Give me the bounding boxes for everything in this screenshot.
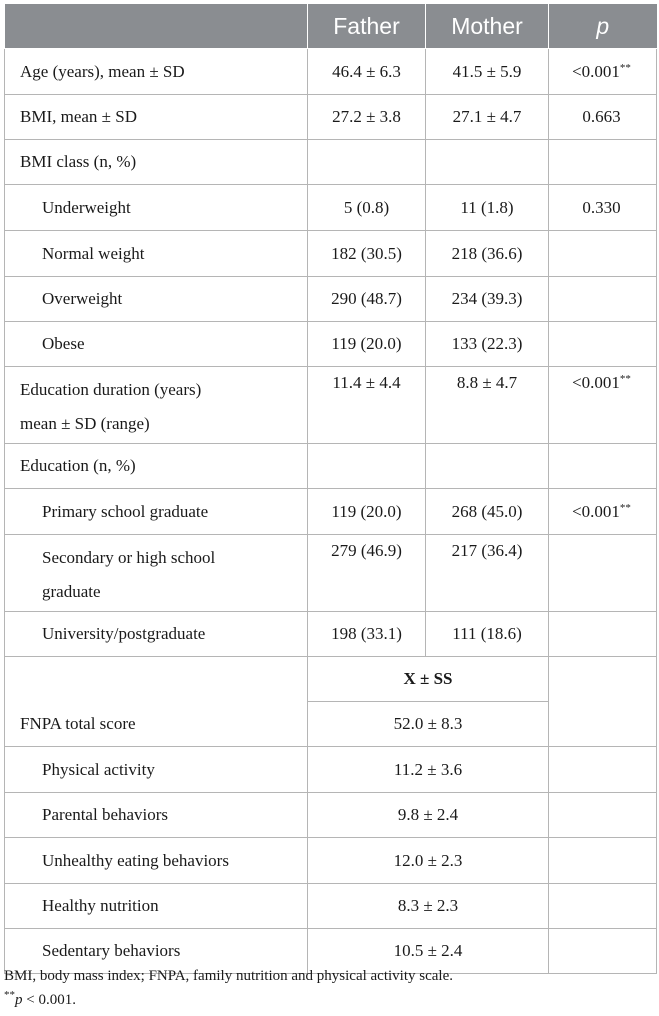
table-row <box>5 367 657 444</box>
fnpa-value: 8.3 ± 2.3 <box>308 884 549 929</box>
table-row <box>5 884 657 929</box>
p-value-cell <box>549 95 657 140</box>
fnpa-blank-cell <box>549 702 657 747</box>
footnote-abbreviations: BMI, body mass index; FNPA, family nutrition and physical activity scale. <box>4 968 453 984</box>
p-value-cell <box>549 185 657 231</box>
mother-value: 11 (1.8) <box>426 185 549 231</box>
footnote-significance <box>4 989 654 1009</box>
row-label: Age (years), mean ± SD <box>5 49 308 95</box>
table-row <box>5 444 657 489</box>
p-value: 0.330 <box>582 197 621 217</box>
mother-value: 234 (39.3) <box>426 277 549 322</box>
p-value-cell <box>549 140 657 185</box>
p-value-cell <box>549 444 657 489</box>
row-label: Education duration (years) mean ± SD (range) <box>5 367 308 444</box>
fnpa-blank-cell <box>549 747 657 793</box>
p-value-cell <box>549 367 657 444</box>
fnpa-value: 10.5 ± 2.4 <box>308 929 549 974</box>
table-row <box>5 838 657 884</box>
fnpa-value: 11.2 ± 3.6 <box>308 747 549 793</box>
table-row <box>5 702 657 747</box>
mother-value: 217 (36.4) <box>426 535 549 612</box>
mother-value: 8.8 ± 4.7 <box>426 367 549 444</box>
table-row <box>5 49 657 95</box>
table-row <box>5 489 657 535</box>
mother-value: 27.1 ± 4.7 <box>426 95 549 140</box>
row-label: Education (n, %) <box>5 444 308 489</box>
table-row <box>5 140 657 185</box>
table-row <box>5 277 657 322</box>
table-header-row <box>5 4 657 49</box>
footnote-threshold: < 0.001. <box>22 992 76 1008</box>
row-label: Normal weight <box>5 231 308 277</box>
row-label: Underweight <box>5 185 308 231</box>
fnpa-blank-cell <box>549 657 657 702</box>
row-label: Sedentary behaviors <box>5 929 308 974</box>
table-row <box>5 535 657 612</box>
fnpa-value: 12.0 ± 2.3 <box>308 838 549 884</box>
father-value: 46.4 ± 6.3 <box>308 49 426 95</box>
father-value: 182 (30.5) <box>308 231 426 277</box>
p-value: <0.001 <box>572 61 620 81</box>
fnpa-stat-header: X ± SS <box>308 657 549 702</box>
mother-value: 41.5 ± 5.9 <box>426 49 549 95</box>
p-value-cell <box>549 322 657 367</box>
significance-mark: ** <box>619 501 631 514</box>
father-value: 279 (46.9) <box>308 535 426 612</box>
row-label: BMI, mean ± SD <box>5 95 308 140</box>
demographics-table <box>4 4 657 974</box>
p-value-cell <box>549 489 657 535</box>
footnote-mark: ** <box>4 989 15 1001</box>
p-value: 0.663 <box>582 107 621 126</box>
mother-value: 218 (36.6) <box>426 231 549 277</box>
p-value-cell <box>549 612 657 657</box>
row-label: Physical activity <box>5 747 308 793</box>
footnote-p-symbol: p <box>15 992 23 1008</box>
row-label: Obese <box>5 322 308 367</box>
significance-mark: ** <box>619 373 631 385</box>
father-value: 5 (0.8) <box>308 185 426 231</box>
row-label: BMI class (n, %) <box>5 140 308 185</box>
table-row <box>5 929 657 974</box>
father-value: 198 (33.1) <box>308 612 426 657</box>
table-row <box>5 231 657 277</box>
father-value <box>308 444 426 489</box>
mother-value: 111 (18.6) <box>426 612 549 657</box>
p-value: <0.001 <box>572 373 620 392</box>
p-value: <0.001 <box>572 501 620 521</box>
header-father: Father <box>308 4 426 49</box>
fnpa-header-row <box>5 657 657 702</box>
table-row <box>5 185 657 231</box>
father-value: 27.2 ± 3.8 <box>308 95 426 140</box>
father-value: 11.4 ± 4.4 <box>308 367 426 444</box>
p-value-cell <box>549 231 657 277</box>
row-label: FNPA total score <box>5 702 308 747</box>
fnpa-value: 9.8 ± 2.4 <box>308 793 549 838</box>
header-mother: Mother <box>426 4 549 49</box>
row-label: Primary school graduate <box>5 489 308 535</box>
fnpa-blank-cell <box>549 884 657 929</box>
p-value-cell <box>549 49 657 95</box>
p-value-cell <box>549 277 657 322</box>
mother-value: 268 (45.0) <box>426 489 549 535</box>
father-value: 290 (48.7) <box>308 277 426 322</box>
significance-mark: ** <box>619 61 631 74</box>
row-label: Unhealthy eating behaviors <box>5 838 308 884</box>
header-p: p <box>549 4 657 49</box>
fnpa-blank-cell <box>5 657 308 702</box>
table-row <box>5 612 657 657</box>
row-label: Overweight <box>5 277 308 322</box>
table-row <box>5 95 657 140</box>
fnpa-value: 52.0 ± 8.3 <box>308 702 549 747</box>
table-row <box>5 322 657 367</box>
mother-value: 133 (22.3) <box>426 322 549 367</box>
father-value: 119 (20.0) <box>308 322 426 367</box>
fnpa-blank-cell <box>549 838 657 884</box>
mother-value <box>426 444 549 489</box>
mother-value <box>426 140 549 185</box>
row-label: Parental behaviors <box>5 793 308 838</box>
fnpa-blank-cell <box>549 929 657 974</box>
father-value <box>308 140 426 185</box>
p-value-cell <box>549 535 657 612</box>
row-label: Secondary or high school graduate <box>5 535 308 612</box>
father-value: 119 (20.0) <box>308 489 426 535</box>
table-row <box>5 747 657 793</box>
fnpa-blank-cell <box>549 793 657 838</box>
row-label: Healthy nutrition <box>5 884 308 929</box>
row-label: University/postgraduate <box>5 612 308 657</box>
table-row <box>5 793 657 838</box>
header-blank <box>5 4 308 49</box>
